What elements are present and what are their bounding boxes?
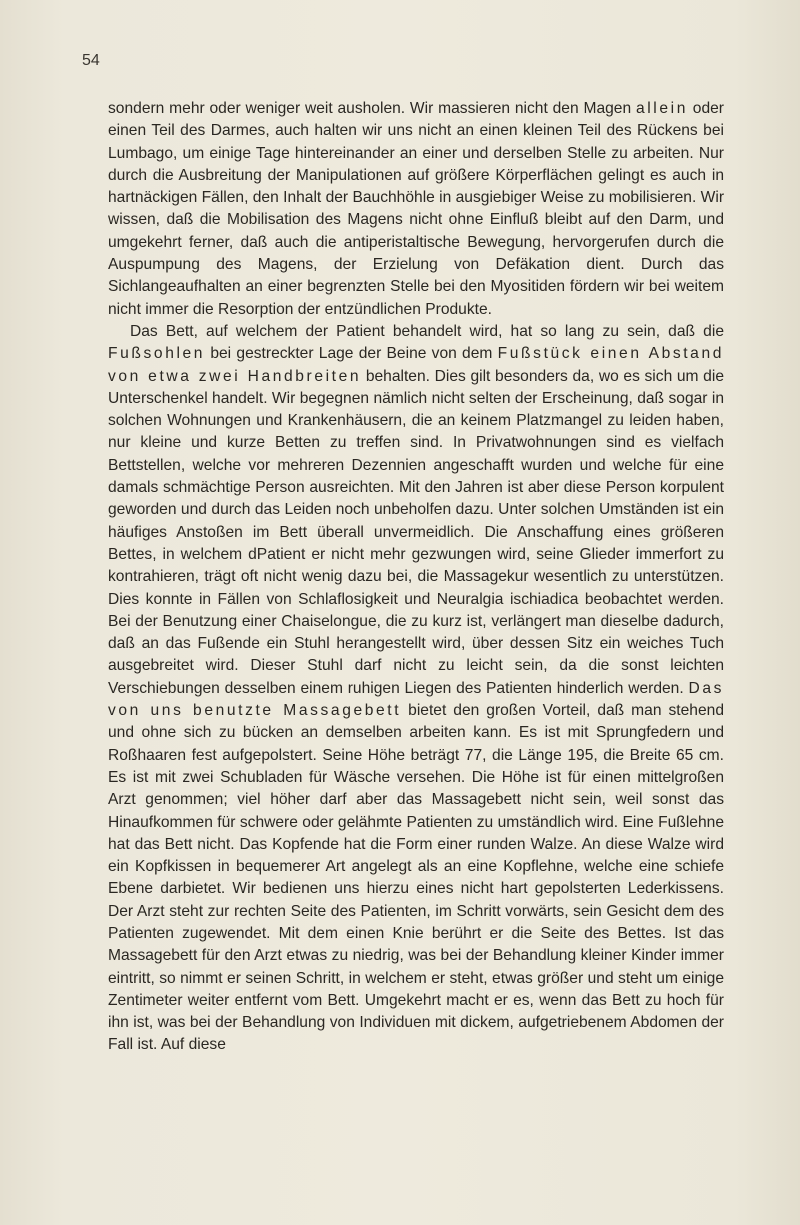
emphasized-text: Fußstück einen Abstand von etwa zwei Handbreiten — [108, 345, 725, 385]
emphasized-text: Das von uns benutzte Massagebett — [108, 679, 724, 720]
page-number: 54 — [82, 52, 100, 69]
emphasized-text: allein — [635, 100, 688, 117]
text-run: bietet den großen Vorteil, daß man stehend und ohne sich zu bücken an demselben arbeiten kann. Es ist mit Sprungfedern und Roßhaaren fest aufgepolstert. Seine Höhe beträgt 77, die Länge 195, die Breite 65 cm. Es ist mit zwei Schubladen für Wäsche versehen. Die Höhe ist für einen mittelgroßen Arzt genommen; viel höher darf aber das Massagebett nicht sein, weil sonst das Hinaufkommen für schwere oder gelähmte Patienten zu umständlich wird. Eine Fußlehne hat das Bett nicht. Das Kopfende hat die Form einer runden Walze. An diese Walze wird ein Kopfkissen in bequemerer Art angelegt als an eine Kopflehne, welche eine schiefe Ebene darbietet. Wir bedienen uns hierzu eines nicht hart gepolsterten Lederkissens. Der Arzt steht zur rechten Seite des Patienten, im Schritt vorwärts, sein Gesicht dem des Patienten zugewendet. Mit dem einen Knie berührt er die Seite des Bettes. Ist das Massagebett für den Arzt etwas zu niedrig, was bei der Behandlung kleiner Kinder immer eintritt, so nimmt er seinen Schritt, in welchem er steht, etwas größer und steht um einige Zentimeter weiter entfernt vom Bett. Umgekehrt macht er es, wenn das Bett zu hoch für ihn ist, was bei der Behandlung von Individuen mit dickem, aufgetriebenem Abdomen der Fall ist. Auf diese — [108, 702, 724, 1054]
text-run: Das Bett, auf welchem der Patient behandelt wird, hat so lang zu sein, daß die — [130, 322, 724, 340]
emphasized-text: Fußsohlen — [108, 345, 206, 363]
text-run: behalten. Dies gilt besonders da, wo es sich um die Unterschenkel handelt. Wir begegnen nämlich nicht selten der Erscheinung, daß sogar in solchen Wohnungen und Krankenhäusern, die an keinem Platzmangel zu leiden haben, nur kleine und kurze Betten zu treffen sind. In Privatwohnungen sind es vielfach Bettstellen, welche vor mehreren Dezennien angeschafft wurden und welche für eine damals schmächtige Person ausreichten. Mit den Jahren ist aber diese Person korpulent geworden und durch das Leiden noch unbeholfen dazu. Unter solchen Umständen ist ein häufiges Anstoßen im Bett überall unvermeidlich. Die Anschaffung eines größeren Bettes, in welchem dPatient er nicht mehr gezwungen wird, seine Glieder immerfort zu kontrahieren, trägt oft nicht wenig dazu bei, die Massagekur wesentlich zu unterstützen. Dies konnte in Fällen von Schlaflosigkeit und Neuralgia ischiadica beobachtet werden. Bei der Benutzung einer Chaiselongue, die zu kurz ist, verlängert man dieselbe dadurch, daß an das Fußende ein Stuhl herangestellt wird, über dessen Sitz ein weiches Tuch ausgebreitet wird. Dieser Stuhl darf nicht zu leicht sein, da die sonst leichten Verschiebungen desselben einem ruhigen Liegen des Patienten hinderlich werden. — [108, 367, 724, 697]
text-run: sondern mehr oder weniger weit ausholen. Wir massieren nicht den Magen — [108, 100, 636, 117]
paragraph — [108, 98, 724, 321]
text-run: bei gestreckter Lage der Beine von dem — [205, 345, 498, 363]
paragraph — [108, 321, 724, 1057]
body-text — [108, 98, 724, 1057]
text-run: oder einen Teil des Darmes, auch halten wir uns nicht an einen kleinen Teil des Rückens bei Lumbago, um einige Tage hintereinander an einer und derselben Stelle zu arbeiten. Nur durch die Ausbreitung der Manipulationen auf größere Körperflächen gelingt es auch in hartnäckigen Fällen, den Inhalt der Bauchhöhle in ausgiebiger Weise zu mobilisieren. Wir wissen, daß die Mobilisation des Magens nicht ohne Einfluß bleibt auf den Darm, und umgekehrt ferner, daß auch die antiperistaltische Bewegung, hervorgerufen durch die Auspumpung des Magens, der Erzielung von Defäkation dient. Durch das Sichlangeaufhalten an einer begrenzten Stelle bei den Myositiden fördern wir bei weitem nicht immer die Resorption der entzündlichen Produkte. — [108, 100, 725, 318]
